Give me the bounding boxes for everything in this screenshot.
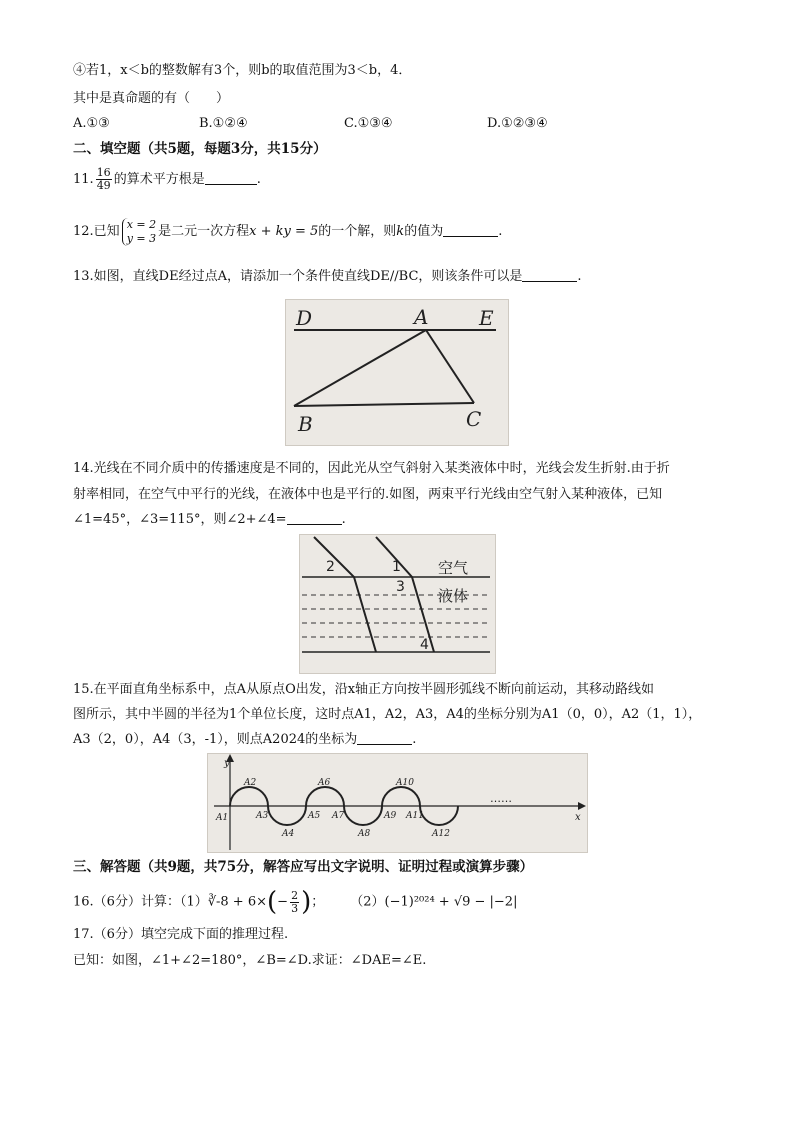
q14-figure [299,534,496,674]
q11-answer-blank[interactable] [205,171,257,185]
q12-mid: 是二元一次方程 [158,224,250,239]
q12-variable: k [396,224,405,239]
label-a5: A5 [308,811,321,821]
question-13 [73,268,582,286]
question-12 [73,214,502,250]
y-label: y [224,758,230,769]
air-label: 空气 [438,559,469,577]
label-a4: A4 [282,829,295,839]
q11-text: 的算术平方根是 [113,172,205,187]
q13-triangle-diagram [286,300,508,445]
q11-denominator: 49 [96,179,111,192]
label-e: E [479,306,494,330]
q14-refraction-diagram [300,535,495,673]
q14-end: . [341,512,346,527]
question-prompt: 其中是真命题的有（ ） [73,91,230,106]
label-a6: A6 [318,778,331,788]
q12-mid2: 的一个解，则 [318,224,397,239]
q13-figure [285,299,509,446]
q12-prefix: 12.已知 [73,224,120,239]
q13-text: 13.如图，直线DE经过点A，请添加一个条件使直线DE//BC，则该条件可以是 [73,269,523,284]
q11-number: 11. [73,172,94,187]
label-c: C [466,407,482,431]
q16-prefix: 16.（6分）计算：（1） [73,894,208,910]
q15-answer-blank[interactable] [357,731,412,745]
q12-system [122,218,156,246]
angle-1-label: 1 [392,559,401,575]
q15-text: A3（2，0），A4（3，-1），则点A2024的坐标为 [73,732,358,747]
label-a11: A11 [406,811,424,821]
q15-line-2: 图所示，其中半圆的半径为1个单位长度，这时点A1，A2，A3，A4的坐标分别为A1（0，0），A2（1，1）， [73,707,702,722]
label-a2: A2 [244,778,257,788]
q12-eq1: x = 2 [126,217,157,231]
q14-answer-blank[interactable] [287,511,342,525]
q14-line-1: 14.光线在不同介质中的传播速度是不同的，因此光从空气斜射入某类液体中时，光线会发生折射.由于折 [73,461,670,476]
option-b: B.①②④ [199,116,248,131]
q13-end: . [577,269,582,284]
q12-end-text: 的值为 [404,224,444,239]
label-a: A [414,305,429,329]
q11-fraction [96,167,112,192]
statement-4: ④若1，x＜b的整数解有3个，则b的取值范围为3＜b，4． [73,63,412,78]
q12-end: . [498,224,503,239]
q15-semicircle-path [208,754,587,852]
q16-minus: − [277,894,289,910]
q16-part1-expr: ∛-8 + 6× [207,894,267,910]
q16-part2-expr: （2）(−1)²⁰²⁴ + √9 − |−2| [350,894,518,910]
q11-end: . [256,172,261,187]
label-d: D [296,306,313,330]
question-11 [73,164,261,196]
q16-separator: ； [311,894,325,910]
q14-line-3 [73,511,346,529]
q16-numerator: 2 [291,888,299,902]
label-a10: A10 [396,778,414,788]
q15-end: . [412,732,417,747]
x-label: x [575,812,581,823]
continuation-dots: …… [490,792,512,805]
angle-3-label: 3 [396,579,405,595]
section-3-title: 三、解答题（共9题，共75分，解答应写出文字说明、证明过程或演算步骤） [73,859,534,875]
option-c: C.①③④ [344,116,393,131]
q16-denominator: 3 [291,901,299,915]
segment-ac [426,330,474,403]
option-d: D.①②③④ [487,116,548,131]
q12-answer-blank[interactable] [443,223,498,237]
label-a8: A8 [358,829,371,839]
segment-bc [294,403,474,406]
q14-line-2: 射率相同，在空气中平行的光线，在液体中也是平行的.如图，两束平行光线由空气射入某种液体，已知 [73,487,663,502]
q14-text: ∠1=45°，∠3=115°，则∠2+∠4= [73,512,287,527]
q11-numerator: 16 [96,166,111,179]
question-16: 16.（6分）计算：（1）∛-8 + 6×(− $\frac{2}{3}$ )； （2）(−1)²⁰²⁴ + √9 − |−2| [73,887,518,917]
angle-2-label: 2 [326,559,335,575]
label-a9: A9 [384,811,397,821]
label-a1: A1 [216,813,229,823]
option-a: A.①③ [73,116,110,131]
q17-line-2: 已知：如图，∠1+∠2=180°，∠B=∠D.求证：∠DAE=∠E. [73,953,427,968]
label-b: B [298,412,313,436]
segment-ab [294,330,426,406]
angle-4-label: 4 [420,637,429,653]
q12-eq2: y = 3 [126,231,157,245]
q15-line-3 [73,731,416,749]
q15-figure [207,753,588,853]
q12-equation: x + ky = 5 [249,224,319,239]
q15-line-1: 15.在平面直角坐标系中，点A从原点O出发，沿x轴正方向按半圆形弧线不断向前运动，其移动路线如 [73,682,655,697]
q16-fraction [290,890,299,915]
label-a7: A7 [332,811,345,821]
q13-answer-blank[interactable] [522,268,577,282]
label-a12: A12 [432,829,450,839]
section-2-title: 二、填空题（共5题，每题3分，共15分） [73,141,327,157]
liquid-label: 液体 [438,587,469,605]
q17-line-1: 17.（6分）填空完成下面的推理过程. [73,927,289,942]
label-a3: A3 [256,811,269,821]
